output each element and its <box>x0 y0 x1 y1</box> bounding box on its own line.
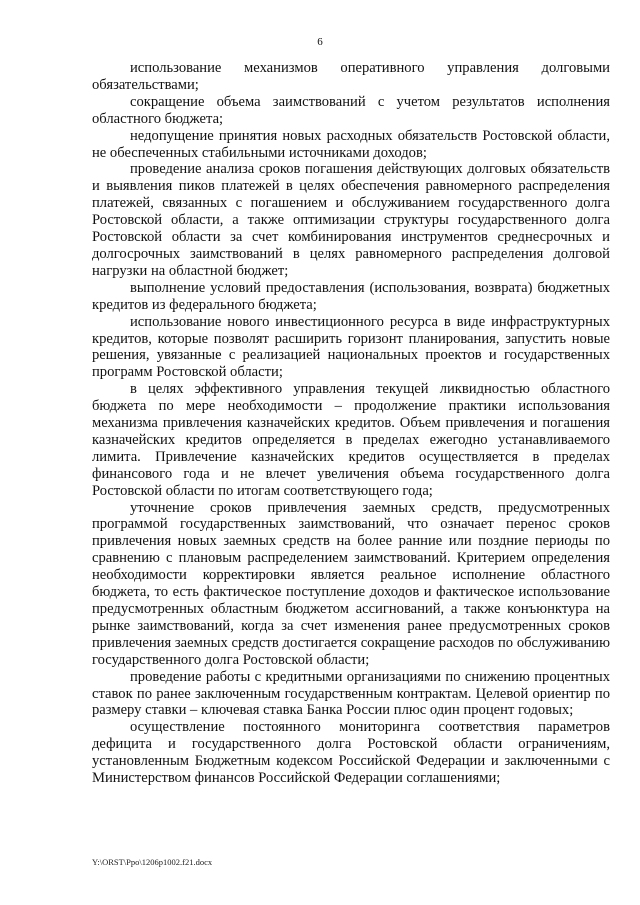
paragraph: использование механизмов оперативного управления долговыми обязательствами; <box>92 60 610 93</box>
paragraph: выполнение условий предоставления (использования, возврата) бюджетных кредитов из федерального бюджета; <box>92 279 610 313</box>
page-number: 6 <box>317 36 323 48</box>
paragraph: использование нового инвестиционного ресурса в виде инфраструктурных кредитов, которые позволят расширить горизонт планирования, запустить новые решения, увязанные с реализацией национальных проектов и государственных программ Ростовской области; <box>92 313 610 381</box>
paragraph: проведение работы с кредитными организациями по снижению процентных ставок по ранее заключенным государственным контрактам. Целевой ориентир по размеру ставки – ключевая ставка Банка России плюс один процент годовых; <box>92 668 610 719</box>
paragraph: осуществление постоянного мониторинга соответствия параметров дефицита и государственного долга Ростовской области ограничениям, установленным Бюджетным кодексом Российской Федерации и заключенными с Министерством финансов Российской Федерации соглашениями; <box>92 719 610 787</box>
paragraph: недопущение принятия новых расходных обязательств Ростовской области, не обеспеченных стабильными источниками доходов; <box>92 127 610 161</box>
file-path-footer: Y:\ORST\Ppo\1206p1002.f21.docx <box>92 857 213 867</box>
paragraph: уточнение сроков привлечения заемных средств, предусмотренных программой государственных заимствований, что означает перенос сроков привлечения новых заемных средств на более ранние или поздние периоды по сравнению с плановым распределением заимствований. Критерием определения необходимости корректировки является реальное исполнение областного бюджета, то есть фактическое поступление доходов и фактическое использование предусмотренных областным бюджетом ассигнований, а также конъюнктура на рынке заимствований, когда за счет изменения ранее предусмотренных сроков привлечения заемных средств достигается сокращение расходов по обслуживанию государственного долга Ростовской области; <box>92 499 610 668</box>
paragraph: в целях эффективного управления текущей ликвидностью областного бюджета по мере необходимости – продолжение практики использования механизма привлечения казначейских кредитов. Объем привлечения и погашения казначейских кредитов определяется в пределах ежегодно устанавливаемого лимита. Привлечение казначейских кредитов осуществляется в пределах финансового года и не влечет увеличения объема государственного долга Ростовской области по итогам соответствующего года; <box>92 381 610 499</box>
paragraph: сокращение объема заимствований с учетом результатов исполнения областного бюджета; <box>92 93 610 127</box>
document-body <box>92 60 610 787</box>
paragraph: проведение анализа сроков погашения действующих долговых обязательств и выявления пиков платежей в целях обеспечения равномерного распределения платежей, связанных с погашением и обслуживанием государственного долга Ростовской области, а также оптимизации структуры государственного долга Ростовской области за счет комбинирования инструментов среднесрочных и долгосрочных заимствований в целях равномерного распределения долговой нагрузки на областной бюджет; <box>92 161 610 279</box>
